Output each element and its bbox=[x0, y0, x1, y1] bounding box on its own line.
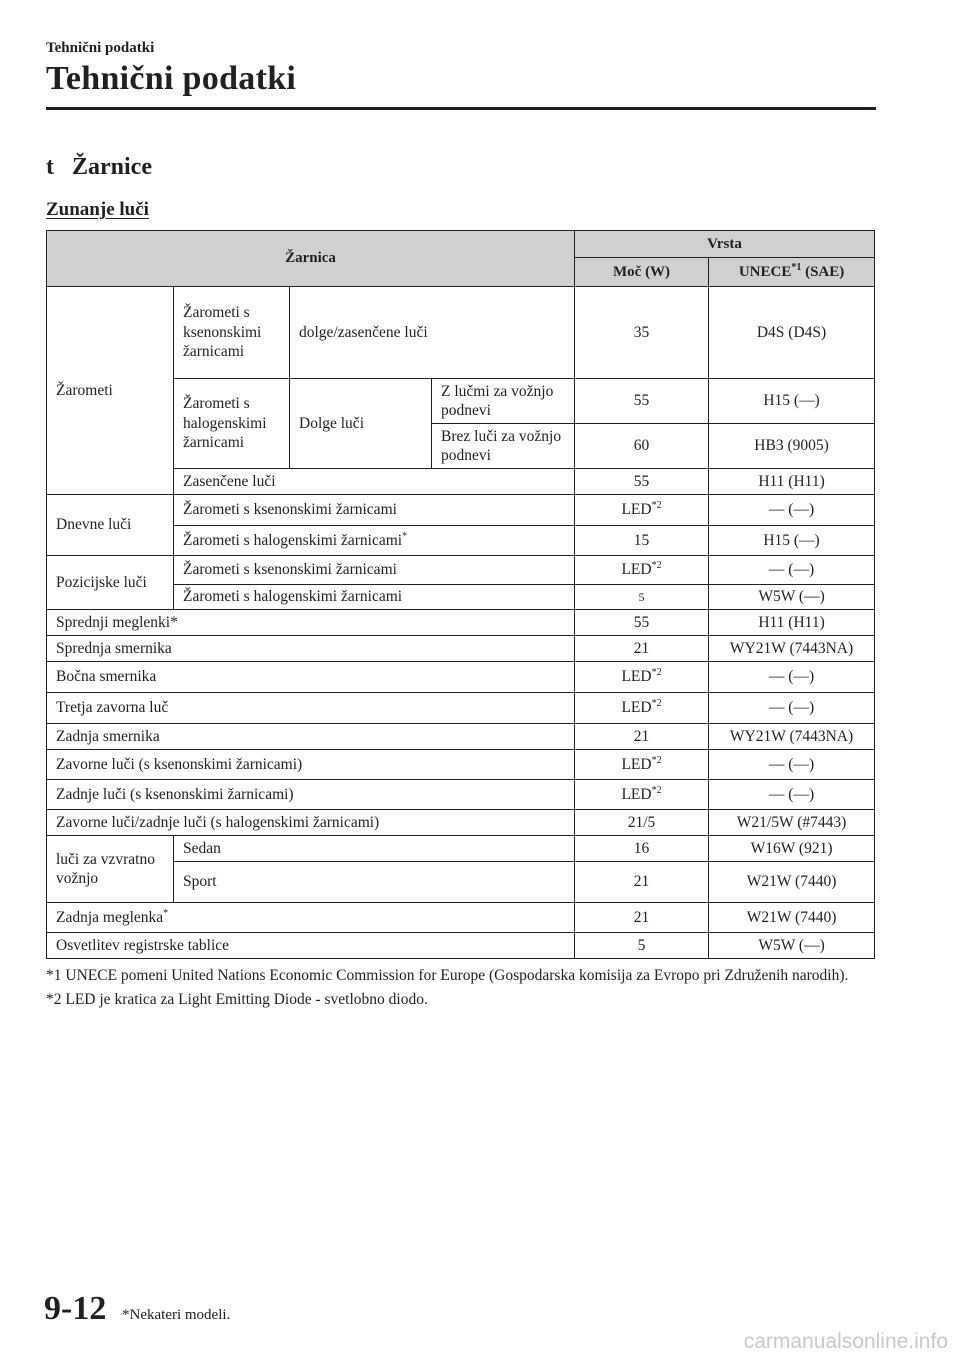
power-cell: 15 bbox=[575, 526, 709, 556]
power-value: LED bbox=[621, 755, 652, 773]
row-label: Sprednja smernika bbox=[47, 636, 575, 662]
row-label: Zavorne luči (s ksenonskimi žarnicami) bbox=[47, 750, 575, 780]
type-cell: W16W (921) bbox=[709, 836, 875, 862]
footer-note: *Nekateri modeli. bbox=[122, 1307, 231, 1323]
power-value: LED bbox=[621, 561, 652, 579]
xenon-headlights-label: Žarometi s ksenonskimi žarnicami bbox=[174, 287, 290, 379]
table-row bbox=[47, 495, 875, 526]
type-cell: — (—) bbox=[709, 662, 875, 693]
footnote-1: *1 UNECE pomeni United Nations Economic Commission for Europe (Gospodarska komisija za Evropo pri Združenih narodih). bbox=[46, 967, 849, 984]
power-value: 21 bbox=[633, 639, 650, 657]
high-beam-label: Dolge luči bbox=[290, 379, 432, 469]
footnotes bbox=[46, 965, 876, 1014]
power-cell: 5 bbox=[575, 585, 709, 610]
daytime-lights-label: Dnevne luči bbox=[47, 495, 174, 556]
power-cell bbox=[575, 750, 709, 780]
type-cell: W5W (—) bbox=[709, 933, 875, 959]
power-cell bbox=[575, 556, 709, 585]
row-label: Zavorne luči/zadnje luči (s halogenskimi žarnicami) bbox=[47, 810, 575, 836]
row-label: Tretja zavorna luč bbox=[47, 693, 575, 724]
table-row bbox=[47, 903, 875, 933]
power-cell: 55 bbox=[575, 379, 709, 424]
power-value: LED bbox=[621, 785, 652, 803]
title-divider bbox=[46, 107, 876, 110]
header-type: Vrsta bbox=[575, 231, 875, 258]
header-unece-footnote-ref: *1 bbox=[791, 261, 802, 273]
type-cell: W21/5W (#7443) bbox=[709, 810, 875, 836]
row-label: Žarometi s ksenonskimi žarnicami bbox=[174, 556, 575, 585]
table-row bbox=[47, 836, 875, 862]
table-row bbox=[47, 693, 875, 724]
footnote-ref: * bbox=[402, 530, 408, 542]
type-cell: H11 (H11) bbox=[709, 469, 875, 495]
type-cell: — (—) bbox=[709, 556, 875, 585]
type-cell: — (—) bbox=[709, 780, 875, 810]
row-label: Bočna smernika bbox=[47, 662, 575, 693]
header-unece-suffix: (SAE) bbox=[801, 263, 845, 280]
type-cell: D4S (D4S) bbox=[709, 287, 875, 379]
row-label bbox=[47, 903, 575, 933]
table-row bbox=[47, 636, 875, 662]
power-value: 21 bbox=[633, 727, 650, 745]
table-row bbox=[47, 933, 875, 959]
power-cell bbox=[575, 810, 709, 836]
type-cell: WY21W (7443NA) bbox=[709, 636, 875, 662]
table-header-row bbox=[47, 231, 875, 258]
power-value: 21/5 bbox=[627, 813, 656, 831]
reverse-lights-label: luči za vzvratno vožnjo bbox=[47, 836, 174, 903]
type-cell: W21W (7440) bbox=[709, 903, 875, 933]
power-cell: 16 bbox=[575, 836, 709, 862]
header-unece bbox=[709, 258, 875, 287]
table-row bbox=[47, 810, 875, 836]
running-head: Tehnični podatki bbox=[46, 40, 155, 56]
power-cell: 21 bbox=[575, 862, 709, 903]
power-cell: 55 bbox=[575, 469, 709, 495]
type-cell: — (—) bbox=[709, 750, 875, 780]
footnote-ref: *2 bbox=[651, 698, 662, 710]
power-value: LED bbox=[621, 501, 652, 519]
subsection-heading: Zunanje luči bbox=[46, 199, 149, 220]
footnote-2: *2 LED je kratica za Light Emitting Diode - svetlobno diodo. bbox=[46, 991, 428, 1009]
power-value: LED bbox=[621, 699, 652, 717]
headlights-label: Žarometi bbox=[47, 287, 174, 495]
power-cell: 5 bbox=[575, 933, 709, 959]
table-row bbox=[47, 780, 875, 810]
footnote-ref: *2 bbox=[651, 560, 662, 572]
footnote-ref: *2 bbox=[651, 754, 662, 766]
type-cell: H15 (—) bbox=[709, 379, 875, 424]
row-label-text: Žarometi s halogenskimi žarnicami bbox=[183, 531, 403, 549]
table-row bbox=[47, 287, 875, 379]
chapter-title: Tehnični podatki bbox=[46, 60, 297, 97]
power-cell: 35 bbox=[575, 287, 709, 379]
row-label: Sport bbox=[174, 862, 575, 903]
power-cell bbox=[575, 610, 709, 636]
type-cell: W5W (—) bbox=[709, 585, 875, 610]
power-cell bbox=[575, 636, 709, 662]
power-cell bbox=[575, 495, 709, 526]
header-power: Moč (W) bbox=[575, 258, 709, 287]
drl-on-label: Z lučmi za vožnjo podnevi bbox=[432, 379, 575, 424]
type-cell: — (—) bbox=[709, 693, 875, 724]
page-number: 9-12 bbox=[44, 1290, 107, 1327]
watermark: carmanualsonline.info bbox=[743, 1330, 948, 1353]
power-cell bbox=[575, 662, 709, 693]
row-label: Sedan bbox=[174, 836, 575, 862]
row-label: Žarometi s halogenskimi žarnicami bbox=[174, 585, 575, 610]
table-row bbox=[47, 662, 875, 693]
row-label: Zadnje luči (s ksenonskimi žarnicami) bbox=[47, 780, 575, 810]
type-cell: HB3 (9005) bbox=[709, 424, 875, 469]
table-row bbox=[47, 556, 875, 585]
low-beam-label: Zasenčene luči bbox=[174, 469, 575, 495]
row-label bbox=[174, 526, 575, 556]
position-lights-label: Pozicijske luči bbox=[47, 556, 174, 610]
power-cell: 21 bbox=[575, 903, 709, 933]
type-cell: WY21W (7443NA) bbox=[709, 724, 875, 750]
power-cell: 60 bbox=[575, 424, 709, 469]
section-heading bbox=[46, 154, 152, 181]
type-cell: H11 (H11) bbox=[709, 610, 875, 636]
power-value: LED bbox=[621, 668, 652, 686]
row-label: Osvetlitev registrske tablice bbox=[47, 933, 575, 959]
power-cell bbox=[575, 693, 709, 724]
section-marker-icon: t bbox=[46, 154, 54, 180]
halogen-headlights-label: Žarometi s halogenskimi žarnicami bbox=[174, 379, 290, 469]
power-value: 55 bbox=[633, 613, 650, 631]
power-cell bbox=[575, 780, 709, 810]
power-cell bbox=[575, 724, 709, 750]
table-row bbox=[47, 610, 875, 636]
type-cell: W21W (7440) bbox=[709, 862, 875, 903]
row-label: Sprednji meglenki* bbox=[47, 610, 575, 636]
footnote-ref: *2 bbox=[651, 784, 662, 796]
type-cell: — (—) bbox=[709, 495, 875, 526]
header-bulb: Žarnica bbox=[47, 231, 575, 287]
row-label: Zadnja smernika bbox=[47, 724, 575, 750]
drl-off-label: Brez luči za vožnjo podnevi bbox=[432, 424, 575, 469]
footnote-ref: *2 bbox=[651, 667, 662, 679]
row-label: Žarometi s ksenonskimi žarnicami bbox=[174, 495, 575, 526]
row-label-text: Zadnja meglenka bbox=[56, 908, 164, 926]
footnote-ref: * bbox=[163, 907, 169, 919]
bulb-spec-table bbox=[46, 230, 875, 959]
section-title: Žarnice bbox=[72, 154, 152, 180]
table-row bbox=[47, 724, 875, 750]
header-unece-label: UNECE bbox=[738, 263, 792, 280]
type-cell: H15 (—) bbox=[709, 526, 875, 556]
xenon-beam-label: dolge/zasenčene luči bbox=[290, 287, 575, 379]
footnote-ref: *2 bbox=[651, 500, 662, 512]
table-row bbox=[47, 750, 875, 780]
